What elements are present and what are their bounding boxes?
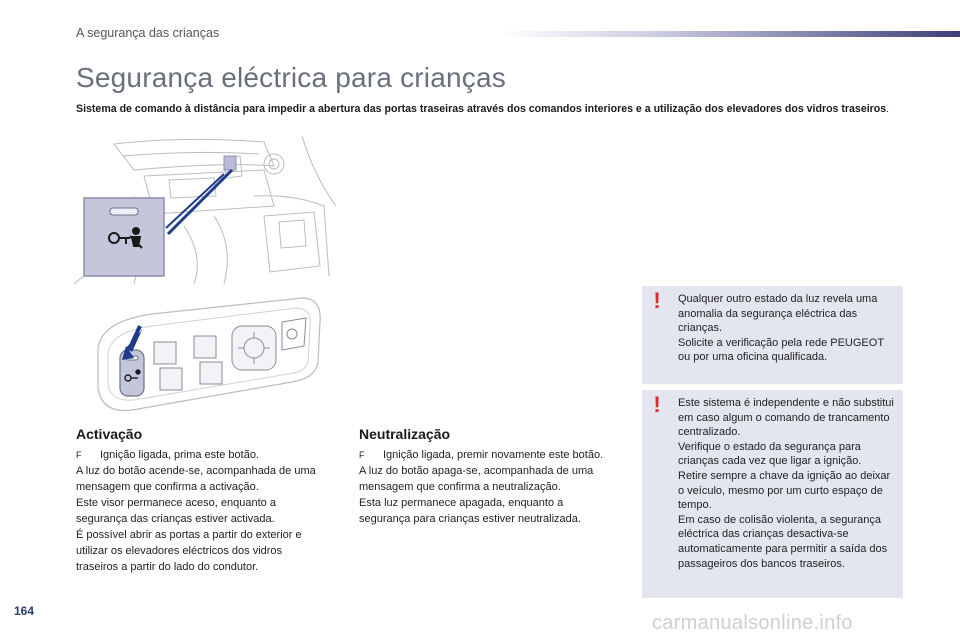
window-switch-panel-illustration [92, 292, 324, 416]
activation-bullet-text: Ignição ligada, prima este botão. [100, 449, 259, 461]
warning-note-1-line-1: Qualquer outro estado da luz revela uma anomalia da segurança eléctrica das crianças. [678, 293, 878, 335]
header-decorative-bar [500, 31, 960, 37]
neutralization-text [359, 447, 617, 527]
activation-paragraph-1: A luz do botão acende-se, acompanhada de uma mensagem que confirma a activação. [76, 465, 316, 493]
subtitle [76, 103, 916, 115]
warning-note-2-line-1: Este sistema é independente e não substitui em caso algum o comando de trancamento centralizado. [678, 397, 894, 439]
bullet-mark: F [76, 450, 82, 460]
activation-paragraph-2: Este visor permanece aceso, enquanto a segurança das crianças estiver activada. [76, 497, 276, 525]
warning-note-2-line-3: Retire sempre a chave da ignição ao deixar o veículo, mesmo por um curto espaço de tempo. [678, 469, 891, 512]
activation-text [76, 447, 326, 575]
neutralization-heading: Neutralização [359, 426, 451, 442]
warning-note-1-line-2: Solicite a verificação pela rede PEUGEOT ou por uma oficina qualificada. [678, 336, 884, 364]
neutralization-bullet-text: Ignição ligada, premir novamente este botão. [383, 449, 604, 461]
neutralization-bullet [359, 447, 617, 463]
warning-icon: ! [653, 288, 661, 313]
warning-note-2-line-2: Verifique o estado da segurança para crianças cada vez que ligar a ignição. [678, 440, 862, 468]
page-title: Segurança eléctrica para crianças [76, 62, 506, 93]
warning-note-2-text [678, 396, 895, 571]
activation-heading: Activação [76, 426, 143, 442]
header-section-label: A segurança das crianças [76, 26, 220, 40]
subtitle-tail: . [886, 103, 890, 115]
warning-note-1-text [678, 292, 895, 365]
neutralization-paragraph-2: Esta luz permanece apagada, enquanto a segurança para crianças estiver neutralizada. [359, 497, 581, 525]
warning-icon: ! [653, 392, 661, 417]
warning-note-2 [642, 390, 903, 598]
neutralization-paragraph-1: A luz do botão apaga-se, acompanhada de uma mensagem que confirma a neutralização. [359, 465, 594, 493]
page-number: 164 [14, 604, 35, 618]
activation-paragraph-3: É possível abrir as portas a partir do exterior e utilizar os elevadores eléctricos dos vidros traseiros a partir do lado do condutor. [76, 529, 302, 573]
watermark: carmanualsonline.info [652, 612, 853, 634]
warning-note-2-line-4: Em caso de colisão violenta, a segurança eléctrica das crianças desactiva-se automaticamente para permitir a saída dos passageiros dos bancos traseiros. [678, 513, 888, 570]
activation-bullet [76, 447, 326, 463]
warning-note-1 [642, 286, 903, 384]
subtitle-text: Sistema de comando à distância para impedir a abertura das portas traseiras através dos comandos interiores e a utilização dos elevadores dos vidros traseiros [76, 103, 887, 115]
dashboard-illustration [74, 136, 342, 284]
bullet-mark: F [359, 450, 365, 460]
